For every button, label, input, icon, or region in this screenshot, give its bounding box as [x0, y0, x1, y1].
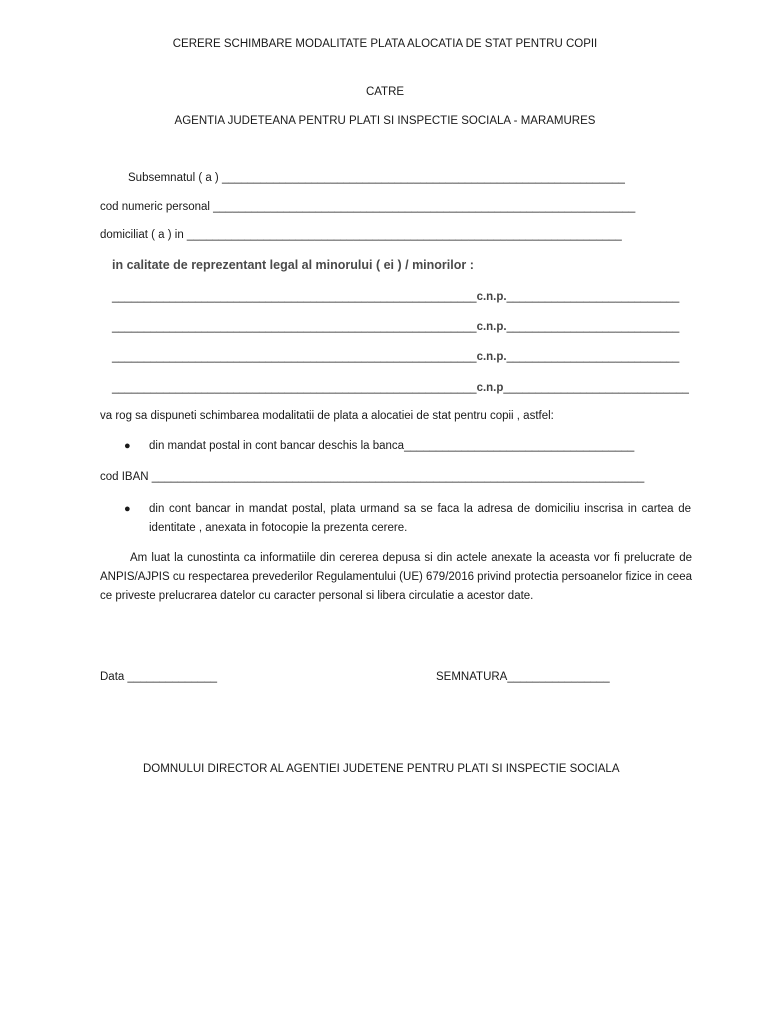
minor-cnp-blank[interactable]: ___________________________ [506, 291, 680, 303]
bullet-icon: ● [124, 503, 131, 515]
agency-name: AGENTIA JUDETEANA PENTRU PLATI SI INSPECTIE SOCIALA - MARAMURES [174, 115, 596, 127]
minor-name-blank[interactable]: _________________________________________________________ [112, 321, 477, 333]
minor-cnp-label: c.n.p [476, 382, 504, 394]
minor-row[interactable] [112, 382, 689, 394]
minor-name-blank[interactable]: _________________________________________________________ [112, 291, 477, 303]
request-line: va rog sa dispuneti schimbarea modalitatii de plata a alocatiei de stat pentru copii , astfel: [100, 410, 554, 422]
consent-paragraph: Am luat la cunostinta ca informatiile din cererea depusa si din actele anexate la aceasta vor fi prelucrate de ANPIS/AJPIS cu respectarea prevederilor Regulamentului (UE) 679/2016 privind protectia persoanelor fizice in ceea ce priveste prelucrarea datelor cu caracter personal si libera circulatie a acestor date. [100, 552, 692, 602]
signature-field[interactable]: SEMNATURA________________ [436, 671, 610, 683]
bullet-bank-to-postal: din cont bancar in mandat postal, plata urmand sa se faca la adresa de domiciliu inscrisa in cartea de identitate , anexata in fotocopie la prezenta cerere. [149, 503, 691, 534]
bullet-postal-to-bank[interactable]: din mandat postal in cont bancar deschis la banca____________________________________ [149, 440, 635, 452]
minor-cnp-label: c.n.p. [476, 321, 507, 333]
minor-name-blank[interactable]: _________________________________________________________ [112, 351, 477, 363]
cnp-field[interactable]: cod numeric personal __________________________________________________________________ [100, 201, 636, 213]
date-field[interactable]: Data ______________ [100, 671, 218, 683]
minor-row[interactable] [112, 321, 679, 333]
addressee: DOMNULUI DIRECTOR AL AGENTIEI JUDETENE PENTRU PLATI SI INSPECTIE SOCIALA [143, 763, 620, 775]
iban-field[interactable]: cod IBAN _____________________________________________________________________________ [100, 471, 645, 483]
minor-row[interactable] [112, 351, 679, 363]
minor-cnp-label: c.n.p. [476, 351, 507, 363]
minor-name-blank[interactable]: _________________________________________________________ [112, 382, 477, 394]
subsemnatul-field[interactable]: Subsemnatul ( a ) _______________________________________________________________ [128, 172, 625, 184]
document-title: CERERE SCHIMBARE MODALITATE PLATA ALOCATIA DE STAT PENTRU COPII [172, 38, 598, 50]
catre-label: CATRE [365, 86, 405, 98]
representative-heading: in calitate de reprezentant legal al minorului ( ei ) / minorilor : [112, 258, 474, 272]
minor-cnp-label: c.n.p. [476, 291, 507, 303]
domiciliat-field[interactable]: domiciliat ( a ) in ____________________________________________________________________ [100, 229, 622, 241]
bullet-icon: ● [124, 440, 131, 452]
minor-cnp-blank[interactable]: _____________________________ [503, 382, 689, 394]
minor-cnp-blank[interactable]: ___________________________ [506, 321, 680, 333]
minor-row[interactable] [112, 291, 679, 303]
minor-cnp-blank[interactable]: ___________________________ [506, 351, 680, 363]
